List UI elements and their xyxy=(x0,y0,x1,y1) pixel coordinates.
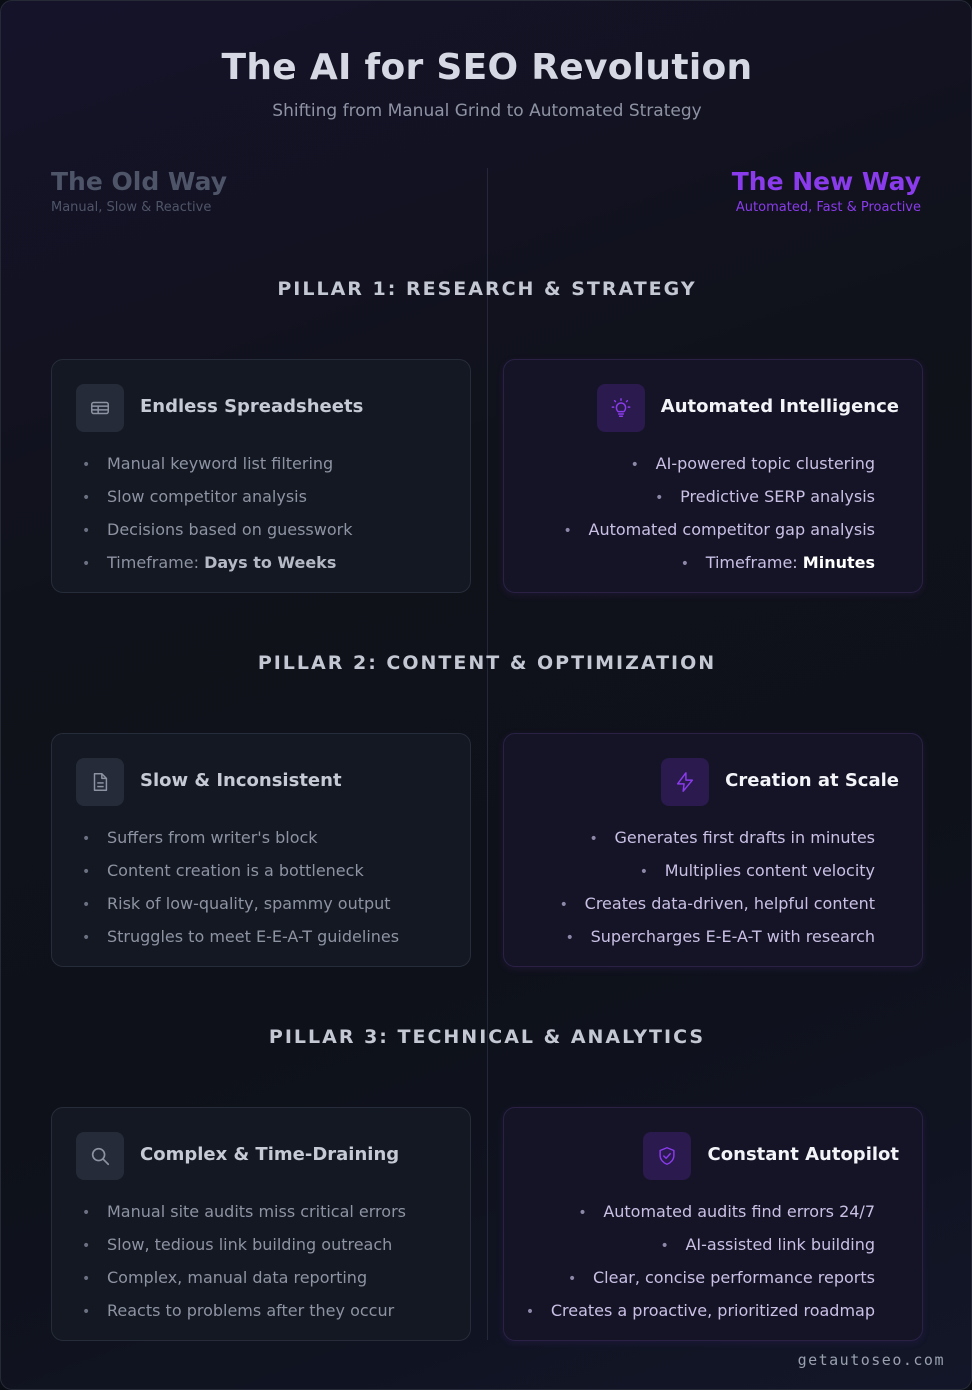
list-item: • Automated audits find errors 24/7 xyxy=(578,1202,875,1221)
pillar-2-old-list xyxy=(82,822,399,954)
list-item: • Creates a proactive, prioritized roadmap xyxy=(525,1301,875,1320)
old-way-subtitle: Manual, Slow & Reactive xyxy=(51,200,212,215)
pillar-1-new-list xyxy=(564,448,876,580)
pillar-3-new-card xyxy=(503,1107,923,1341)
pillar-2-old-card xyxy=(51,733,471,967)
pillar-2-new-list xyxy=(560,822,875,954)
list-item: • Timeframe: Minutes xyxy=(680,553,875,572)
list-item: • Suffers from writer's block xyxy=(82,828,318,847)
document-icon xyxy=(76,758,124,806)
pillar-3-new-list xyxy=(526,1196,875,1328)
list-item: • Content creation is a bottleneck xyxy=(82,861,364,880)
list-item: • Generates first drafts in minutes xyxy=(589,828,875,847)
pillar-3-old-card xyxy=(51,1107,471,1341)
pillar-2-new-title: Creation at Scale xyxy=(725,770,899,791)
list-item: • AI-assisted link building xyxy=(660,1235,875,1254)
list-item: • Risk of low-quality, spammy output xyxy=(82,894,391,913)
search-icon xyxy=(76,1132,124,1180)
list-item: • Clear, concise performance reports xyxy=(567,1268,875,1287)
old-way-header xyxy=(51,167,227,215)
page-subtitle: Shifting from Manual Grind to Automated Strategy xyxy=(272,101,702,121)
list-item: • Automated competitor gap analysis xyxy=(563,520,875,539)
timeframe-value: Days to Weeks xyxy=(204,553,337,572)
list-item: • Reacts to problems after they occur xyxy=(82,1301,395,1320)
new-way-subtitle: Automated, Fast & Proactive xyxy=(735,200,921,215)
pillar-2-new-card xyxy=(503,733,923,967)
pillar-3-heading: PILLAR 3: TECHNICAL & ANALYTICS xyxy=(268,1026,706,1048)
lightning-icon xyxy=(661,758,709,806)
list-item: • Struggles to meet E-E-A-T guidelines xyxy=(82,927,400,946)
pillar-1-old-title: Endless Spreadsheets xyxy=(140,396,364,417)
list-item: • Manual keyword list filtering xyxy=(82,454,334,473)
pillar-2-old-title: Slow & Inconsistent xyxy=(140,770,342,791)
list-item: • Slow, tedious link building outreach xyxy=(82,1235,393,1254)
new-way-title: The New Way xyxy=(731,167,921,196)
pillar-1-new-card xyxy=(503,359,923,593)
pillar-1-old-list xyxy=(82,448,352,580)
timeframe-value: Minutes xyxy=(802,553,875,572)
pillar-3-old-list xyxy=(82,1196,406,1328)
list-item: • Decisions based on guesswork xyxy=(82,520,353,539)
pillar-3-old-title: Complex & Time-Draining xyxy=(140,1144,400,1165)
pillar-1-old-card xyxy=(51,359,471,593)
pillar-3-new-title: Constant Autopilot xyxy=(707,1144,899,1165)
list-item: • Complex, manual data reporting xyxy=(82,1268,368,1287)
shield-check-icon xyxy=(643,1132,691,1180)
lightbulb-icon xyxy=(597,384,645,432)
list-item: • Creates data-driven, helpful content xyxy=(559,894,875,913)
list-item: • Supercharges E-E-A-T with research xyxy=(565,927,875,946)
list-item: • AI-powered topic clustering xyxy=(630,454,875,473)
page-title: The AI for SEO Revolution xyxy=(221,47,753,88)
list-item: • Multiplies content velocity xyxy=(639,861,875,880)
list-item: • Manual site audits miss critical errors xyxy=(82,1202,406,1221)
pillar-1-new-title: Automated Intelligence xyxy=(660,396,899,417)
spreadsheet-icon xyxy=(76,384,124,432)
pillar-1-heading: PILLAR 1: RESEARCH & STRATEGY xyxy=(277,278,697,300)
pillar-2-heading: PILLAR 2: CONTENT & OPTIMIZATION xyxy=(257,652,717,674)
footer-domain[interactable]: getautoseo.com xyxy=(797,1351,945,1369)
old-way-title: The Old Way xyxy=(51,167,228,196)
list-item: • Slow competitor analysis xyxy=(82,487,307,506)
new-way-header xyxy=(732,167,921,215)
list-item: • Predictive SERP analysis xyxy=(655,487,875,506)
center-divider xyxy=(487,168,488,1340)
list-item: • Timeframe: Days to Weeks xyxy=(82,553,337,572)
